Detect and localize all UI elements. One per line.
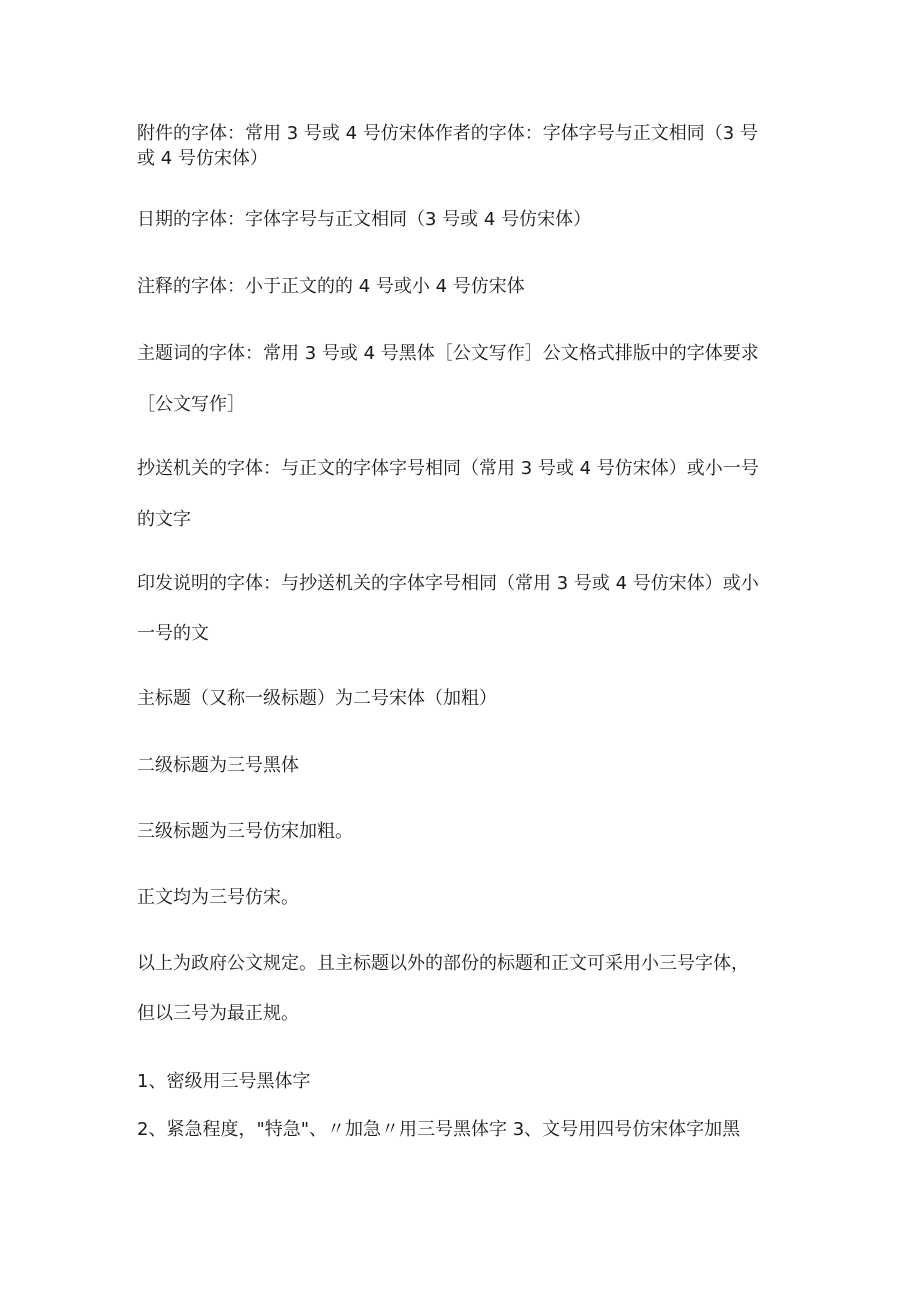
paragraph-line: 的文字 bbox=[137, 509, 191, 530]
paragraph-line: 但以三号为最正规。 bbox=[137, 1003, 299, 1024]
paragraph-line: 主标题（又称一级标题）为二号宋体（加粗） bbox=[137, 688, 497, 709]
paragraph-line: 主题词的字体：常用 3 号或 4 号黑体［公文写作］公文格式排版中的字体要求 bbox=[137, 343, 759, 364]
paragraph-line: 三级标题为三号仿宋加粗。 bbox=[137, 821, 353, 842]
paragraph-line: 以上为政府公文规定。且主标题以外的部份的标题和正文可采用小三号字体， bbox=[137, 953, 749, 974]
paragraph-line: 1、密级用三号黑体字 bbox=[137, 1071, 311, 1092]
paragraph-line: 或 4 号仿宋体） bbox=[137, 148, 268, 169]
paragraph-line: 一号的文 bbox=[137, 623, 209, 644]
paragraph-line: 二级标题为三号黑体 bbox=[137, 755, 299, 776]
paragraph-line: ［公文写作］ bbox=[137, 394, 245, 415]
paragraph-line: 印发说明的字体：与抄送机关的字体字号相同（常用 3 号或 4 号仿宋体）或小 bbox=[137, 573, 759, 594]
paragraph-line: 日期的字体：字体字号与正文相同（3 号或 4 号仿宋体） bbox=[137, 209, 592, 230]
paragraph-line: 抄送机关的字体：与正文的字体字号相同（常用 3 号或 4 号仿宋体）或小一号 bbox=[137, 458, 759, 479]
paragraph-line: 注释的字体：小于正文的的 4 号或小 4 号仿宋体 bbox=[137, 276, 525, 297]
paragraph-line: 2、紧急程度，"特急"、〃加急〃用三号黑体字 3、文号用四号仿宋体字加黑 bbox=[137, 1119, 741, 1140]
paragraph-line: 正文均为三号仿宋。 bbox=[137, 887, 299, 908]
paragraph-line: 附件的字体：常用 3 号或 4 号仿宋体作者的字体：字体字号与正文相同（3 号 bbox=[137, 123, 758, 144]
